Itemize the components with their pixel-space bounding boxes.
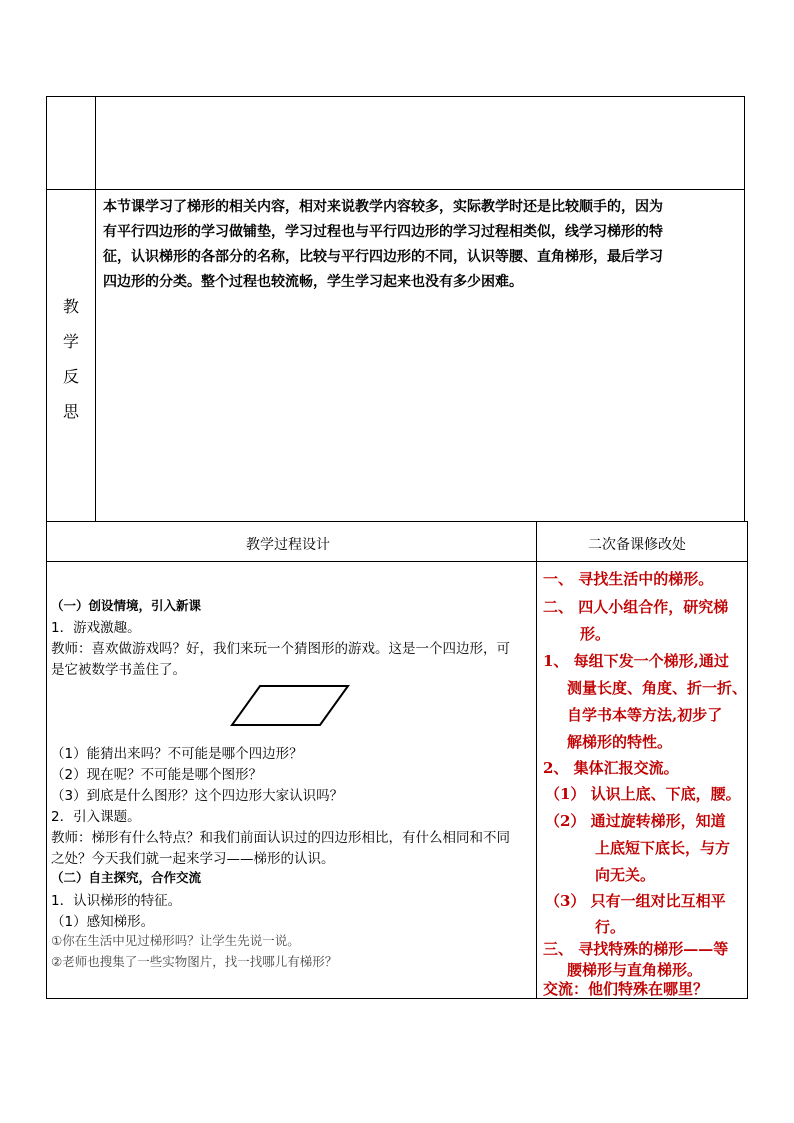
reflection-label-char-2: 学 xyxy=(63,332,80,351)
process-column-divider xyxy=(536,521,537,999)
revision-item: 形。 xyxy=(580,625,611,643)
reflection-row-divider xyxy=(46,189,745,190)
process-line: 1．认识梯形的特征。 xyxy=(51,893,182,909)
process-line: 1．游戏激趣。 xyxy=(51,620,141,636)
reflection-label-char-3: 反 xyxy=(63,367,80,386)
reflection-table xyxy=(46,96,745,522)
reflection-line: 征，认识梯形的各部分的名称，比较与平行四边形的不同，认识等腰、直角梯形，最后学习 xyxy=(103,249,663,265)
reflection-column-divider xyxy=(95,96,96,522)
reflection-line: 有平行四边形的学习做铺垫，学习过程也与平行四边形的学习过程相类似，线学习梯形的特 xyxy=(103,224,663,240)
revision-item: 2、 集体汇报交流。 xyxy=(543,759,679,777)
revision-item: 上底短下底长，与方 xyxy=(595,839,731,857)
revision-item: 测量长度、角度、折一折、 xyxy=(567,679,748,697)
process-line: 教师：梯形有什么特点？和我们前面认识过的四边形相比，有什么相同和不同 xyxy=(51,830,510,846)
revision-item: 交流：他们特殊在哪里？ xyxy=(543,980,709,998)
parallelogram-figure xyxy=(228,683,352,729)
reflection-line: 本节课学习了梯形的相关内容，相对来说教学内容较多，实际教学时还是比较顺手的，因为 xyxy=(103,199,663,215)
revision-item: 二、 四人小组合作，研究梯 xyxy=(543,598,729,616)
process-question: （2）现在呢？不可能是哪个图形？ xyxy=(51,767,263,783)
revision-item: 腰梯形与直角梯形。 xyxy=(567,961,703,979)
process-line: ①你在生活中见过梯形吗？让学生先说一说。 xyxy=(51,933,300,948)
revision-item: 自学书本等方法,初步了 xyxy=(567,706,723,724)
reflection-label-char-4: 思 xyxy=(63,402,80,421)
revision-item: （2） 通过旋转梯形，知道 xyxy=(545,812,726,830)
reflection-line: 四边形的分类。整个过程也较流畅，学生学习起来也没有多少困难。 xyxy=(103,274,523,290)
process-line: 2．引入课题。 xyxy=(51,809,141,825)
process-line: （1）感知梯形。 xyxy=(51,914,155,930)
revision-item: 三、 寻找特殊的梯形——等 xyxy=(543,940,729,958)
process-line: 教师：喜欢做游戏吗？好，我们来玩一个猜图形的游戏。这是一个四边形，可 xyxy=(51,641,510,657)
reflection-label-char-1: 教 xyxy=(63,297,80,316)
revision-item: 1、 每组下发一个梯形,通过 xyxy=(543,652,729,670)
revision-item: 行。 xyxy=(595,918,626,936)
revision-item: 向无关。 xyxy=(595,866,656,884)
process-header-divider xyxy=(46,561,748,562)
process-line: 是它被数学书盖住了。 xyxy=(51,662,186,678)
section-heading-2: （二）自主探究，合作交流 xyxy=(51,870,202,885)
process-question: （1）能猜出来吗？不可能是哪个四边形？ xyxy=(51,746,303,762)
revision-item: 解梯形的特性。 xyxy=(567,733,673,751)
process-line: 之处？今天我们就一起来学习——梯形的认识。 xyxy=(51,851,335,867)
revision-item: （3） 只有一组对比互相平 xyxy=(545,892,726,910)
section-heading-1: （一）创设情境，引入新课 xyxy=(51,598,202,613)
reflection-text xyxy=(103,195,743,295)
revision-item: （1） 认识上底、下底，腰。 xyxy=(545,785,741,803)
process-question: （3）到底是什么图形？这个四边形大家认识吗？ xyxy=(51,788,344,804)
revision-item: 一、 寻找生活中的梯形。 xyxy=(543,570,714,588)
revision-header: 二次备课修改处 xyxy=(588,537,686,553)
process-header: 教学过程设计 xyxy=(246,537,330,553)
process-line: ②老师也搜集了一些实物图片，找一找哪儿有梯形？ xyxy=(51,954,338,969)
